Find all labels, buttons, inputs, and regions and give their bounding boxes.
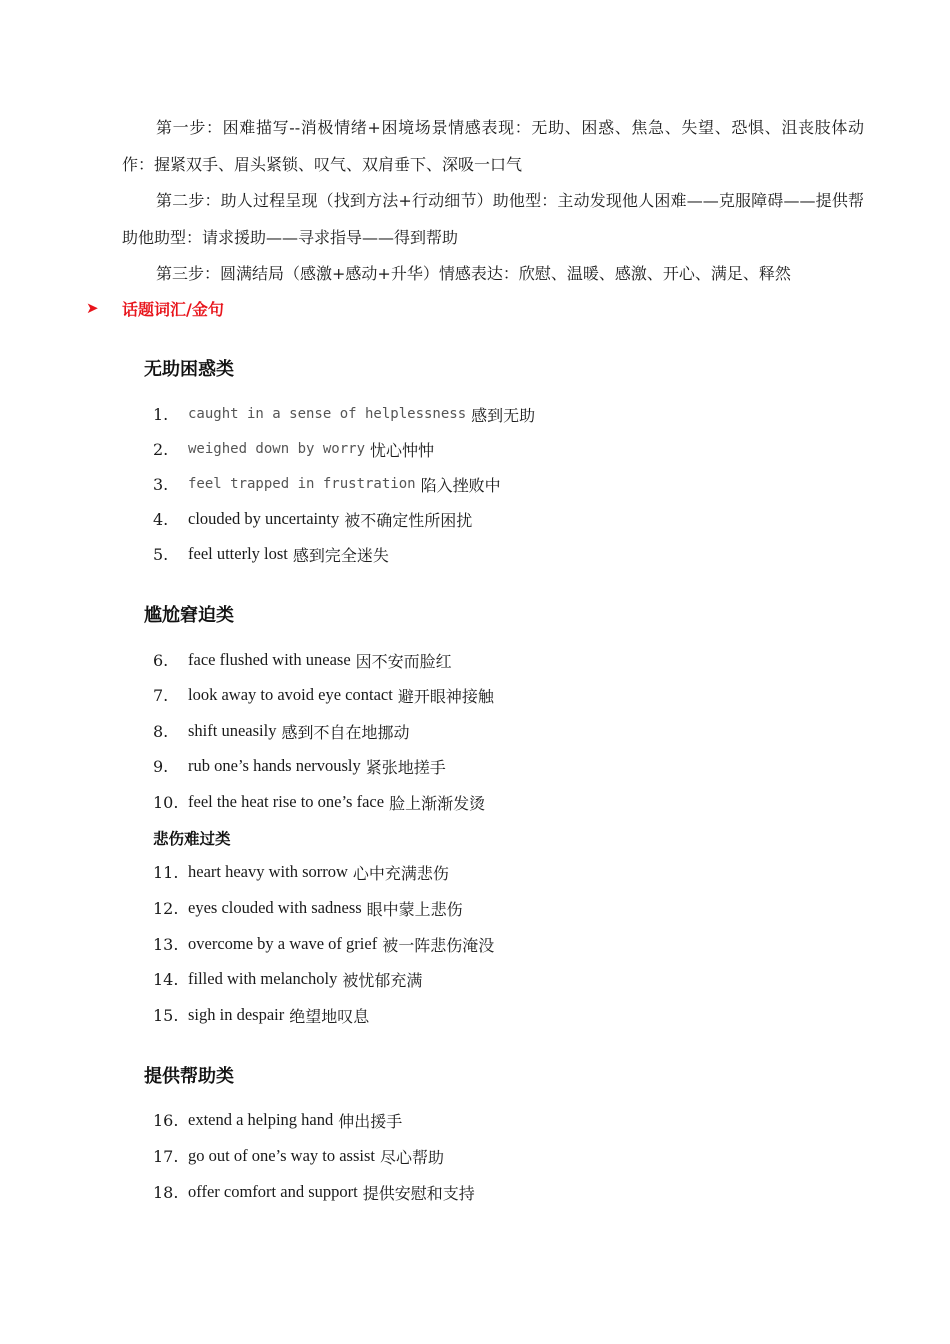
list-item	[153, 790, 485, 814]
list-item	[153, 1180, 475, 1204]
item-chinese: 提供安慰和支持	[362, 1183, 475, 1203]
step-3-text: 第三步：圆满结局（感激+感动+升华）情感表达：欣慰、温暖、感激、开心、满足、释然	[156, 264, 791, 283]
item-chinese: 感到不自在地挪动	[281, 722, 410, 742]
list-item	[153, 437, 434, 461]
item-english: weighed down by worry	[188, 441, 366, 457]
item-chinese: 眼中蒙上悲伤	[366, 899, 463, 919]
list-item	[153, 542, 389, 566]
list-item	[153, 719, 409, 743]
item-chinese: 绝望地叹息	[289, 1006, 370, 1026]
item-number: 2.	[153, 439, 169, 459]
arrow-bullet-icon: ➤	[86, 299, 99, 317]
item-chinese: 避开眼神接触	[397, 686, 494, 706]
item-number: 16.	[153, 1110, 179, 1130]
list-item	[153, 860, 449, 884]
item-number: 15.	[153, 1005, 179, 1025]
step-2-paragraph	[122, 182, 864, 256]
item-english: extend a helping hand	[188, 1110, 334, 1129]
item-number: 3.	[153, 474, 169, 494]
item-number: 5.	[153, 544, 169, 564]
item-chinese: 因不安而脸红	[355, 651, 452, 671]
item-number: 17.	[153, 1146, 179, 1166]
item-english: caught in a sense of helplessness	[188, 406, 467, 422]
item-chinese: 被一阵悲伤淹没	[382, 935, 495, 955]
item-english: overcome by a wave of grief	[188, 934, 378, 953]
list-item	[153, 1003, 369, 1027]
category-title: 提供帮助类	[144, 1066, 234, 1087]
item-chinese: 心中充满悲伤	[352, 863, 449, 883]
category-title: 无助困惑类	[144, 359, 234, 380]
item-number: 8.	[153, 721, 169, 741]
list-item	[153, 1108, 402, 1132]
item-chinese: 紧张地搓手	[365, 757, 446, 777]
list-item	[153, 683, 494, 707]
item-english: face flushed with unease	[188, 650, 351, 669]
list-item	[153, 932, 494, 956]
item-chinese: 尽心帮助	[380, 1147, 445, 1167]
item-number: 13.	[153, 934, 179, 954]
item-number: 14.	[153, 969, 179, 989]
list-item	[153, 754, 446, 778]
list-item	[153, 1144, 444, 1168]
item-chinese: 感到完全迷失	[292, 545, 389, 565]
list-item	[153, 896, 463, 920]
item-number: 6.	[153, 650, 169, 670]
item-chinese: 陷入挫败中	[420, 475, 501, 495]
topic-heading	[86, 296, 224, 320]
item-english: clouded by uncertainty	[188, 509, 340, 528]
list-item	[153, 967, 422, 991]
step-1-paragraph	[122, 109, 864, 183]
item-english: offer comfort and support	[188, 1182, 358, 1201]
list-item	[153, 402, 535, 426]
item-english: heart heavy with sorrow	[188, 862, 348, 881]
item-chinese: 被忧郁充满	[342, 970, 423, 990]
item-english: feel trapped in frustration	[188, 476, 416, 492]
item-chinese: 被不确定性所困扰	[344, 510, 473, 530]
topic-heading-text: 话题词汇/金句	[122, 299, 224, 319]
list-item	[153, 648, 452, 672]
step-2-text: 第二步：助人过程呈现（找到方法+行动细节）助他型：主动发现他人困难——克服障碍——提供帮助他助型：请求援助——寻求指导——得到帮助	[122, 191, 864, 247]
item-number: 18.	[153, 1182, 179, 1202]
item-number: 9.	[153, 756, 169, 776]
item-chinese: 伸出援手	[338, 1111, 403, 1131]
step-1-text: 第一步：困难描写--消极情绪+困境场景情感表现：无助、困惑、焦急、失望、恐惧、沮丧肢体动作：握紧双手、眉头紧锁、叹气、双肩垂下、深吸一口气	[122, 118, 864, 174]
item-number: 1.	[153, 404, 169, 424]
item-english: eyes clouded with sadness	[188, 898, 362, 917]
step-3-paragraph	[122, 255, 864, 292]
category-title: 悲伤难过类	[153, 830, 231, 848]
item-english: feel utterly lost	[188, 544, 288, 563]
item-number: 7.	[153, 685, 169, 705]
item-chinese: 忧心忡忡	[370, 440, 435, 460]
item-english: rub one’s hands nervously	[188, 756, 361, 775]
item-number: 11.	[153, 862, 179, 882]
item-english: shift uneasily	[188, 721, 277, 740]
category-title: 尴尬窘迫类	[144, 605, 234, 626]
item-chinese: 脸上渐渐发烫	[389, 793, 486, 813]
list-item	[153, 507, 472, 531]
item-number: 4.	[153, 509, 169, 529]
item-english: feel the heat rise to one’s face	[188, 792, 385, 811]
item-number: 12.	[153, 898, 179, 918]
item-english: sigh in despair	[188, 1005, 285, 1024]
item-chinese: 感到无助	[471, 405, 536, 425]
item-english: look away to avoid eye contact	[188, 685, 393, 704]
item-english: go out of one’s way to assist	[188, 1146, 375, 1165]
list-item	[153, 472, 501, 496]
item-number: 10.	[153, 792, 179, 812]
item-english: filled with melancholy	[188, 969, 338, 988]
